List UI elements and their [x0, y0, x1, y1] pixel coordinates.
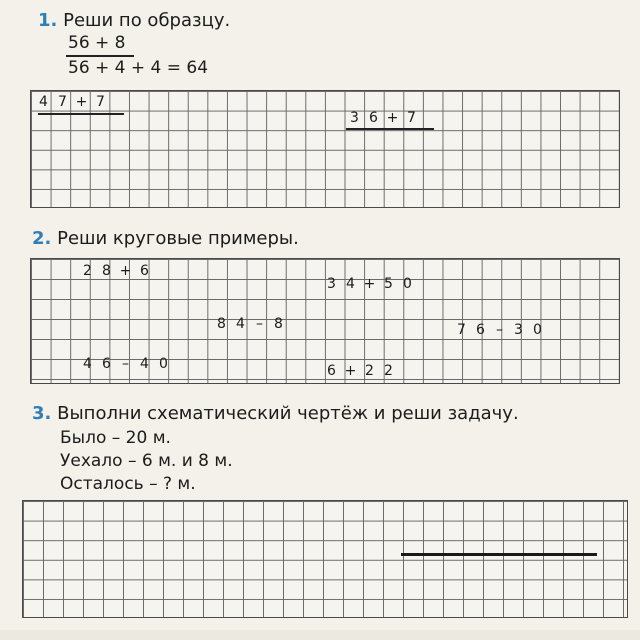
task-1-example-a	[34, 93, 110, 112]
digit-cell: 4	[236, 316, 245, 332]
digit-cell: 3	[327, 276, 336, 292]
digit-cell: 2	[365, 363, 374, 379]
digit-cell: 5	[384, 276, 393, 292]
task-1-number: 1.	[38, 10, 58, 31]
example-bottom: 56 + 4 + 4 = 64	[68, 58, 209, 78]
task-1-example-a-underline	[38, 113, 124, 115]
digit-cell: 4	[39, 94, 48, 110]
digit-cell: 3	[350, 110, 359, 126]
operator-cell: +	[75, 94, 88, 110]
digit-cell: 0	[533, 322, 542, 338]
digit-cell: 2	[384, 363, 393, 379]
schematic-segment	[401, 553, 597, 556]
next-task-edge	[0, 630, 640, 640]
digit-cell: 3	[514, 322, 523, 338]
operator-cell: +	[363, 276, 376, 292]
example-underline	[66, 55, 134, 57]
task-1-title: Реши по образцу.	[63, 10, 231, 31]
digit-cell: 8	[274, 316, 283, 332]
digit-cell: 6	[476, 322, 485, 338]
digit-cell: 4	[346, 276, 355, 292]
task-3-line-3: Осталось – ? м.	[60, 474, 196, 494]
digit-cell: 6	[102, 356, 111, 372]
digit-cell: 0	[403, 276, 412, 292]
task-3-title: Выполни схематический чертёж и реши задачу.	[57, 403, 519, 424]
digit-cell: 2	[83, 263, 92, 279]
task-3-number: 3.	[32, 403, 52, 424]
round-example-2	[322, 275, 417, 294]
digit-cell: 7	[96, 94, 105, 110]
digit-cell: 0	[159, 356, 168, 372]
task-1-example-b-underline	[346, 128, 434, 130]
digit-cell: 6	[327, 363, 336, 379]
task-3-line-2: Уехало – 6 м. и 8 м.	[60, 451, 233, 471]
operator-cell: –	[122, 356, 129, 372]
round-example-4	[452, 321, 547, 340]
task-2-heading	[32, 228, 299, 249]
task-1-grid[interactable]	[30, 90, 620, 208]
task-3-line-1: Было – 20 м.	[60, 428, 171, 448]
example-top: 56 + 8	[68, 33, 126, 53]
digit-cell: 7	[457, 322, 466, 338]
round-example-3	[212, 315, 288, 334]
digit-cell: 6	[140, 263, 149, 279]
round-example-6	[322, 362, 398, 381]
round-example-5	[78, 355, 173, 374]
operator-cell: +	[386, 110, 399, 126]
round-example-1	[78, 262, 154, 281]
digit-cell: 8	[217, 316, 226, 332]
task-1-example-b	[345, 109, 421, 128]
operator-cell: –	[496, 322, 503, 338]
digit-cell: 4	[83, 356, 92, 372]
digit-cell: 7	[58, 94, 67, 110]
digit-cell: 4	[140, 356, 149, 372]
task-2-number: 2.	[32, 228, 52, 249]
operator-cell: +	[119, 263, 132, 279]
task-3-grid[interactable]	[22, 500, 628, 618]
operator-cell: –	[256, 316, 263, 332]
digit-cell: 6	[369, 110, 378, 126]
task-1-heading	[38, 10, 230, 31]
task-3-heading	[32, 403, 519, 424]
digit-cell: 8	[102, 263, 111, 279]
task-2-title: Реши круговые примеры.	[57, 228, 299, 249]
digit-cell: 7	[407, 110, 416, 126]
operator-cell: +	[344, 363, 357, 379]
